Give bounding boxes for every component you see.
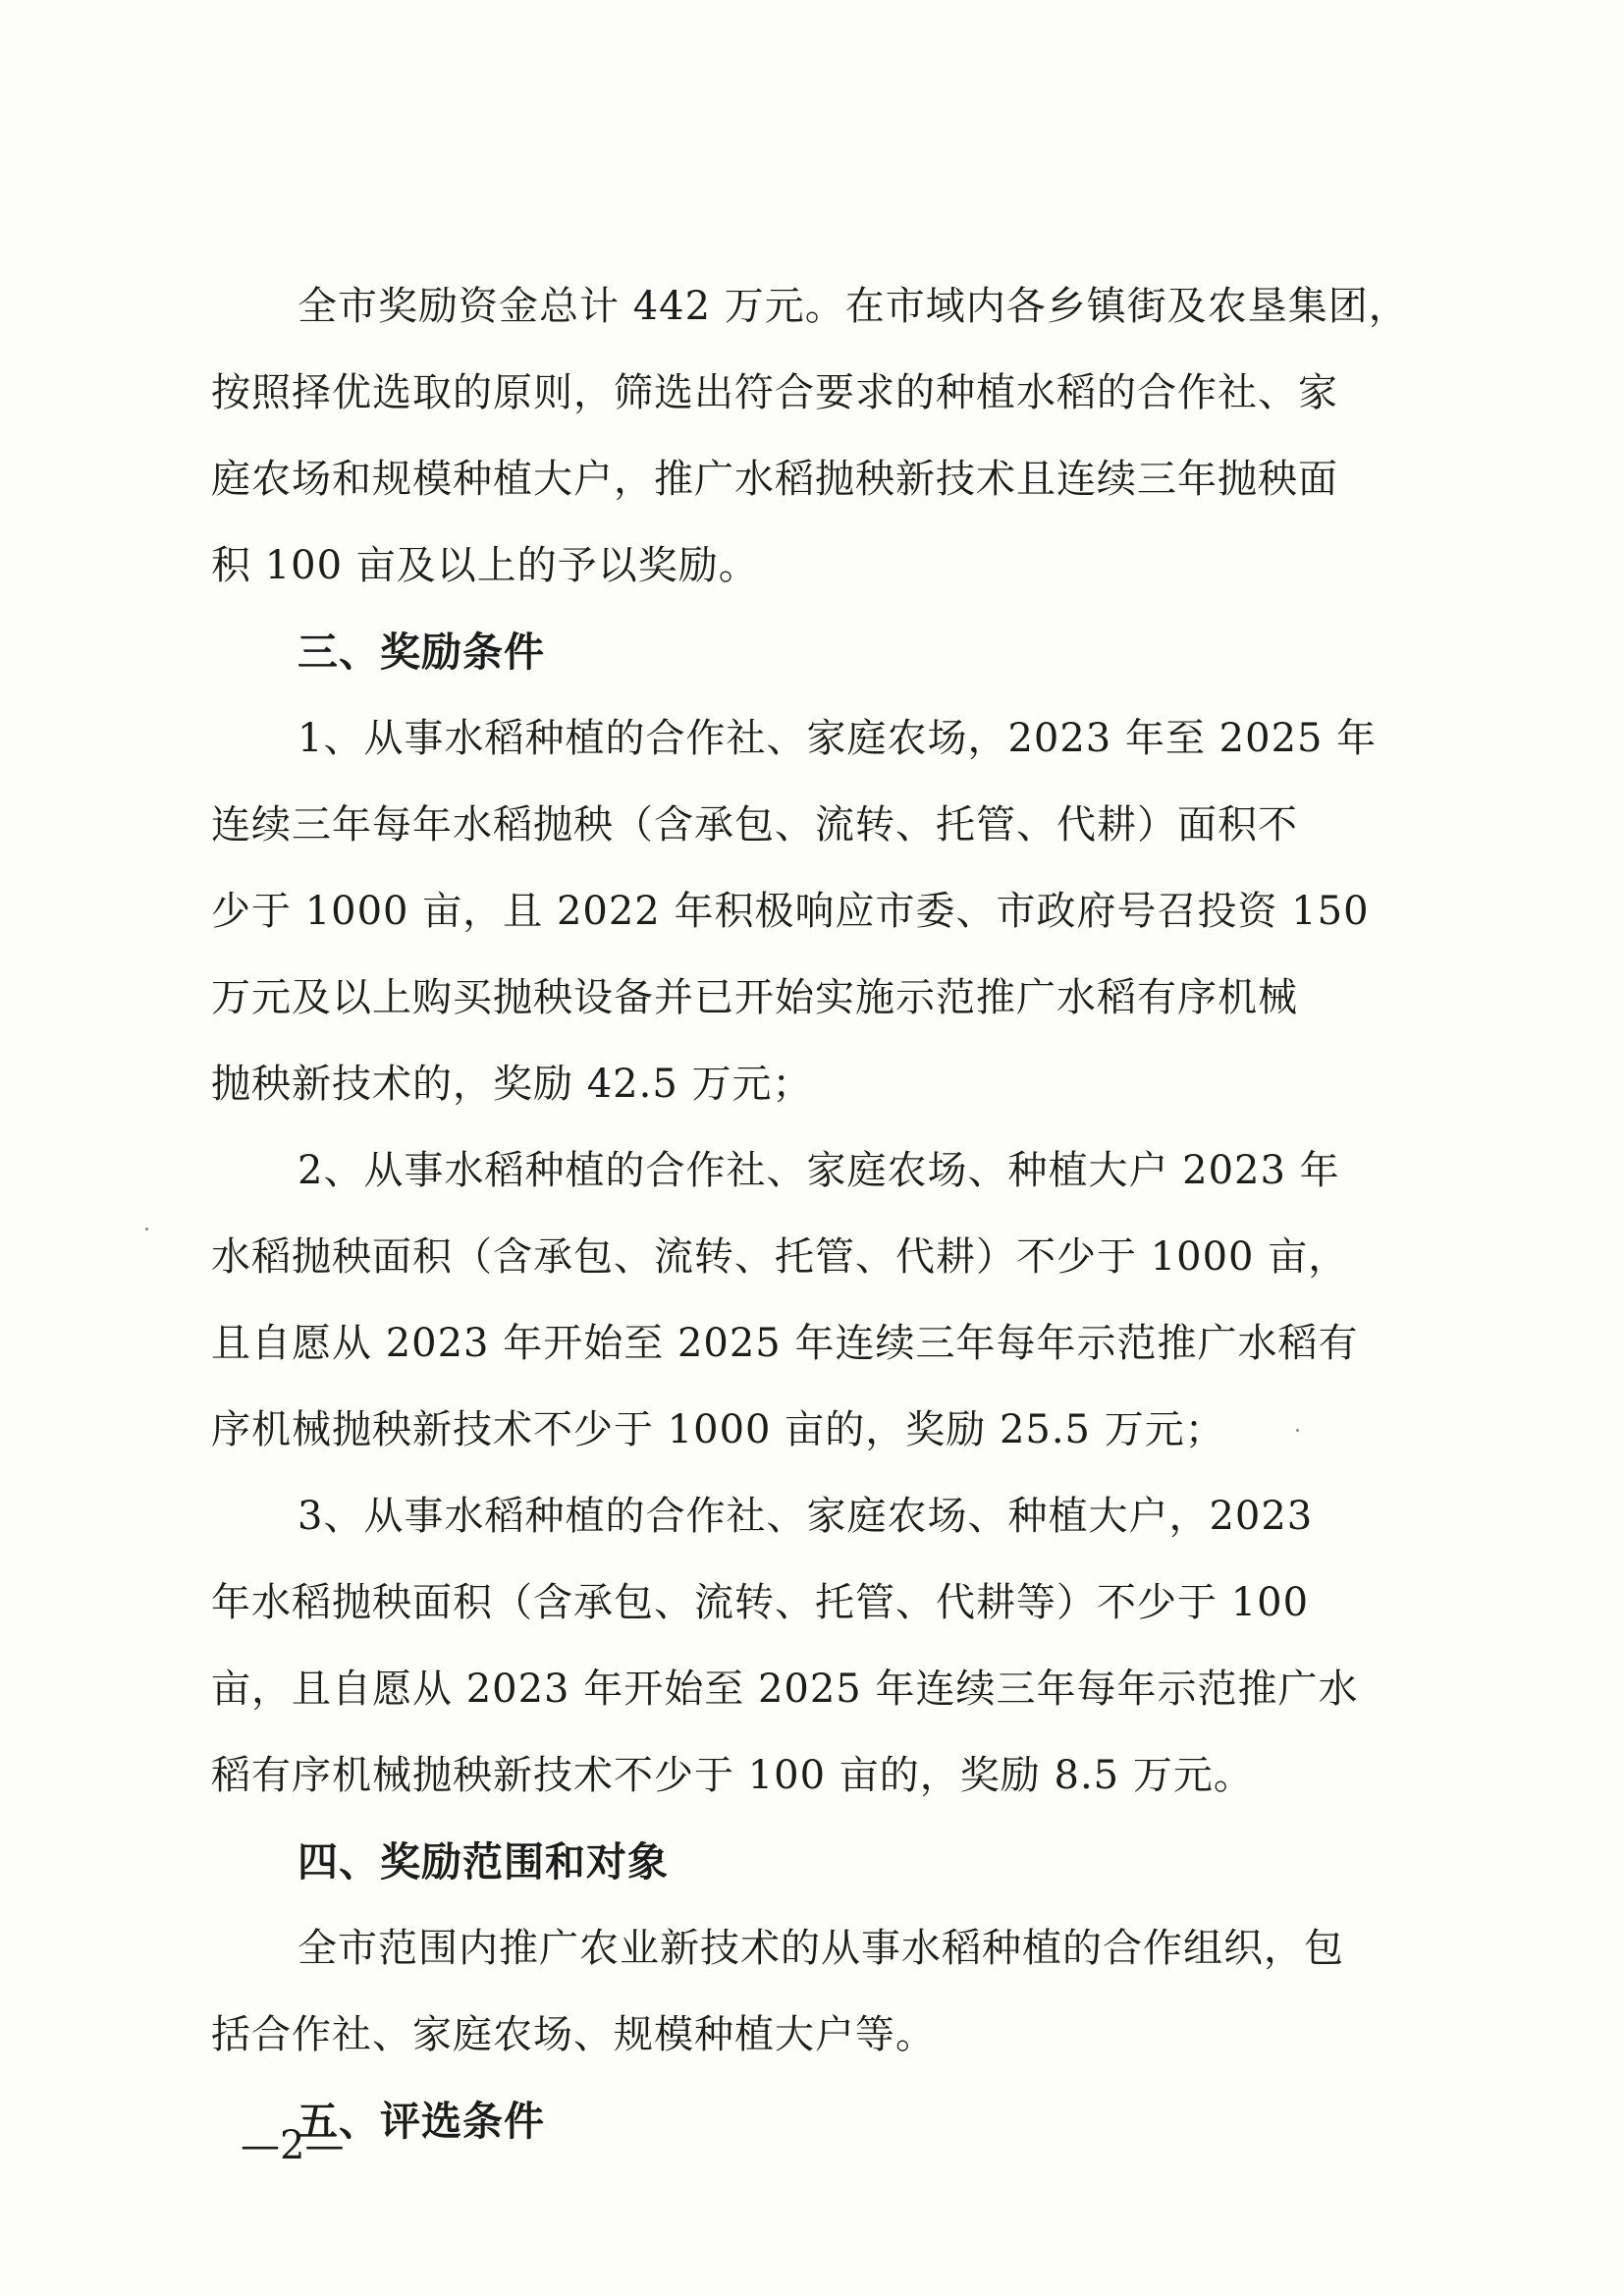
paragraph-line: 积 100 亩及以上的予以奖励。: [211, 543, 759, 588]
scan-speck: [145, 1228, 148, 1230]
condition-2-line: 水稻抛秧面积（含承包、流转、托管、代耕）不少于 1000 亩，: [211, 1234, 1349, 1280]
scan-speck: [1296, 1429, 1299, 1432]
condition-3-line: 稻有序机械抛秧新技术不少于 100 亩的，奖励 8.5 万元。: [211, 1753, 1254, 1798]
condition-3-line: 年水稻抛秧面积（含承包、流转、托管、代耕等）不少于 100: [211, 1580, 1310, 1625]
section-heading-3: 三、奖励条件: [298, 629, 545, 676]
condition-1-line: 万元及以上购买抛秧设备并已开始实施示范推广水稻有序机械: [211, 975, 1298, 1020]
condition-2-line: 2、从事水稻种植的合作社、家庭农场、种植大户 2023 年: [298, 1148, 1340, 1193]
condition-1-line: 抛秧新技术的，奖励 42.5 万元；: [211, 1062, 813, 1107]
condition-1-line: 连续三年每年水稻抛秧（含承包、流转、托管、代耕）面积不: [211, 802, 1298, 847]
condition-3-line: 3、从事水稻种植的合作社、家庭农场、种植大户，2023: [298, 1494, 1314, 1539]
section-heading-4: 四、奖励范围和对象: [298, 1838, 669, 1886]
scope-line: 全市范围内推广农业新技术的从事水稻种植的合作组织，包: [298, 1926, 1344, 1971]
condition-1-line: 少于 1000 亩，且 2022 年积极响应市委、市政府号召投资 150: [211, 889, 1370, 934]
condition-2-line: 且自愿从 2023 年开始至 2025 年连续三年每年示范推广水稻有: [211, 1321, 1359, 1366]
condition-3-line: 亩，且自愿从 2023 年开始至 2025 年连续三年每年示范推广水: [211, 1667, 1359, 1712]
page-number: —2—: [241, 2123, 345, 2168]
paragraph-line: 庭农场和规模种植大户，推广水稻抛秧新技术且连续三年抛秧面: [211, 457, 1338, 502]
scope-line: 括合作社、家庭农场、规模种植大户等。: [211, 2012, 936, 2057]
section-heading-5: 五、评选条件: [298, 2098, 545, 2145]
condition-2-line: 序机械抛秧新技术不少于 1000 亩的，奖励 25.5 万元；: [211, 1407, 1225, 1452]
paragraph-line: 全市奖励资金总计 442 万元。在市域内各乡镇街及农垦集团，: [298, 284, 1409, 329]
condition-1-line: 1、从事水稻种植的合作社、家庭农场，2023 年至 2025 年: [298, 716, 1378, 761]
paragraph-line: 按照择优选取的原则，筛选出符合要求的种植水稻的合作社、家: [211, 370, 1338, 415]
